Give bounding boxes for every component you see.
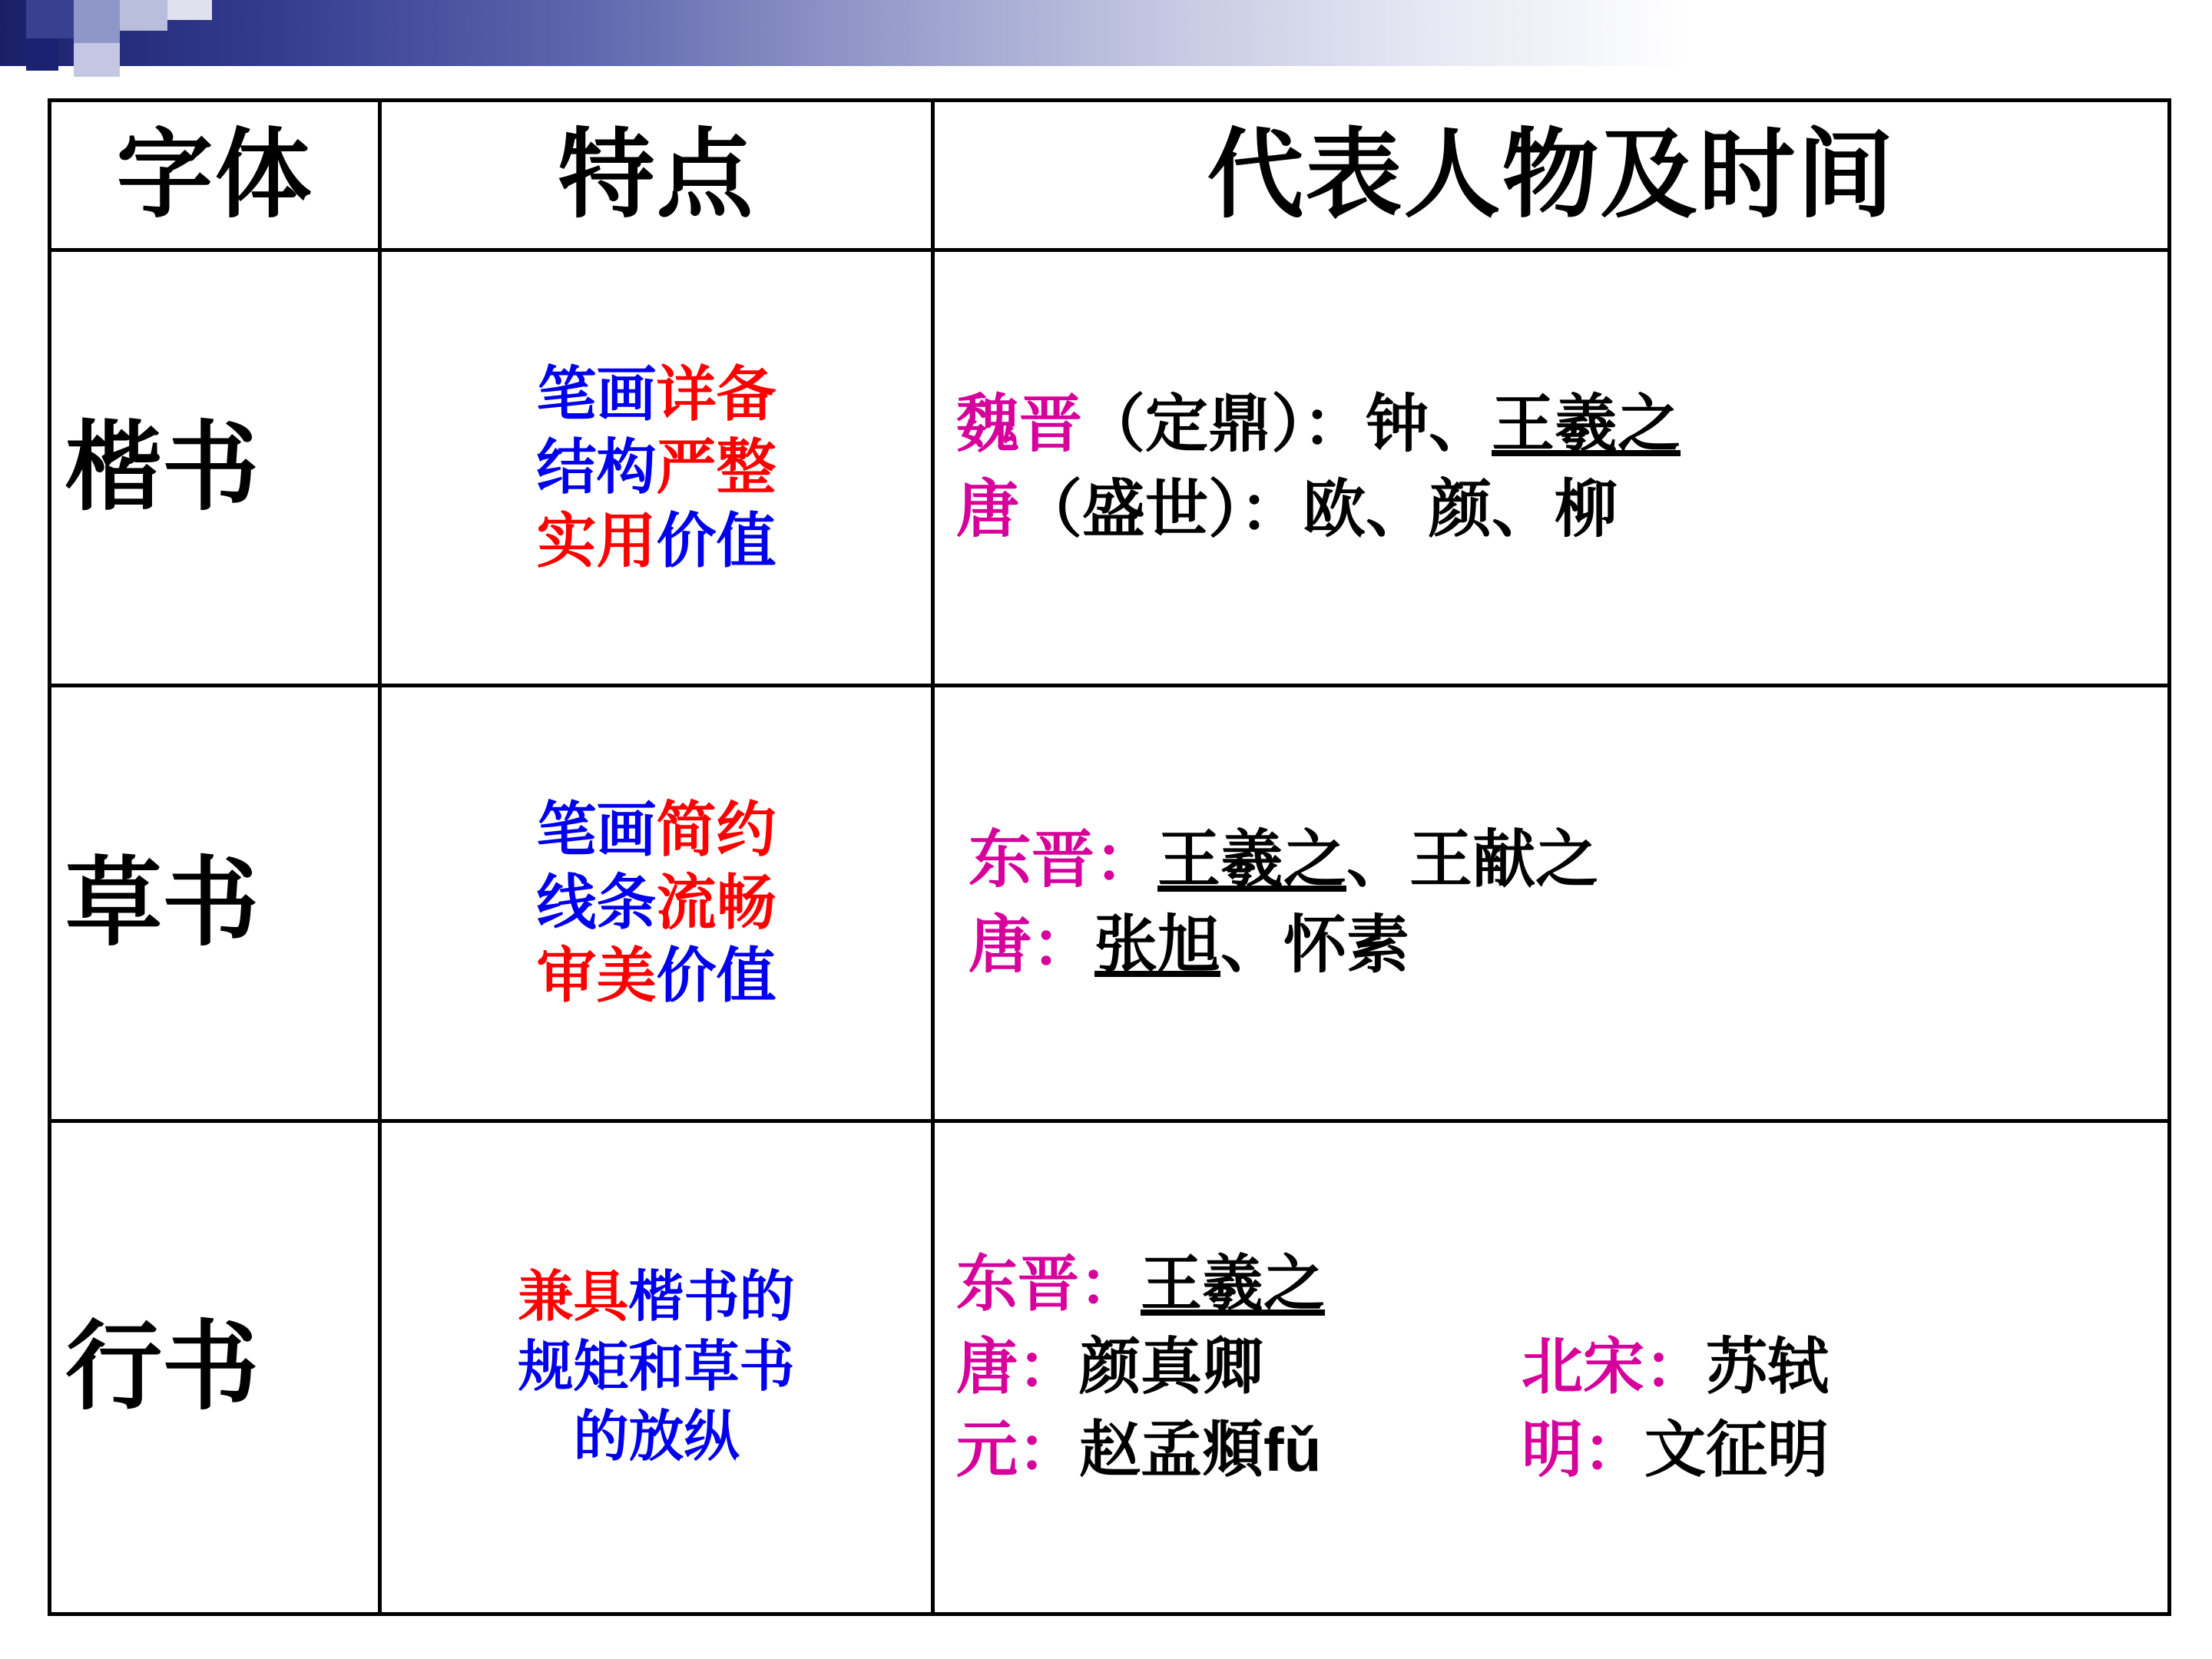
feature-text: 详备 [656, 360, 777, 429]
content-table-wrapper [48, 98, 2167, 1616]
feature-line [392, 431, 920, 504]
people-line [956, 382, 2154, 468]
era-label: 魏晋 [956, 389, 1083, 460]
script-label: 楷书 [65, 412, 259, 522]
people-text: （盛世）：欧、颜、柳 [1019, 474, 1618, 545]
era-label: 唐 [956, 474, 1020, 545]
feature-line [392, 1402, 920, 1472]
deco-square-3 [74, 0, 120, 43]
person-name-underlined: 王羲之 [1157, 825, 1347, 896]
script-name-caoshu [50, 685, 380, 1121]
people-line [969, 903, 2154, 988]
calligraphy-table [48, 98, 2171, 1616]
people-text: 、王献之 [1346, 825, 1599, 896]
era-label: 唐： [956, 1333, 1079, 1402]
feature-text: 流畅 [656, 869, 777, 937]
feature-line [392, 866, 920, 939]
features-kaishu [380, 250, 933, 686]
person-name: 赵孟頫fǔ [1079, 1416, 1322, 1485]
column-header-people: 代表人物及时间 [933, 101, 2170, 250]
feature-text: 兼具 [518, 1267, 629, 1329]
feature-text: 价值 [656, 942, 777, 1010]
people-xingshu [933, 1121, 2170, 1614]
table-row [50, 685, 2170, 1121]
feature-text: 的放纵 [573, 1406, 740, 1468]
feature-text: 严整 [656, 433, 777, 502]
header-gradient-band [0, 0, 2212, 66]
person-name-underlined: 王羲之 [1492, 389, 1681, 460]
people-entry [956, 1326, 1448, 1409]
era-label: 唐： [969, 909, 1095, 980]
era-label: 明： [1522, 1416, 1644, 1485]
feature-text: 笔画 [536, 796, 657, 864]
people-list [935, 818, 2167, 988]
people-line [956, 1409, 2154, 1492]
feature-text: 规矩和草书 [518, 1336, 795, 1399]
features-xingshu [380, 1121, 933, 1614]
table-header-row [50, 101, 2170, 250]
people-line [956, 1243, 2154, 1326]
feature-text: 结构 [536, 433, 657, 502]
people-entry [956, 1409, 1448, 1492]
feature-line [392, 1333, 920, 1402]
deco-square-7 [0, 66, 26, 81]
features-caoshu [380, 685, 933, 1121]
feature-line [392, 939, 920, 1012]
person-name-underlined: 张旭 [1094, 909, 1221, 980]
era-label: 东晋： [969, 825, 1158, 896]
deco-square-1 [26, 38, 58, 71]
script-name-kaishu [50, 250, 380, 686]
feature-text: 笔画 [536, 360, 657, 429]
era-label: 东晋： [956, 1250, 1141, 1319]
feature-text: 线条 [536, 869, 657, 937]
era-label: 元： [956, 1416, 1079, 1485]
deco-square-5 [120, 0, 167, 31]
slide-header-decoration [0, 0, 2212, 92]
deco-square-2 [26, 0, 74, 38]
era-label: 北宋： [1522, 1333, 1706, 1402]
table-row [50, 1121, 2170, 1614]
person-name: 颜真卿 [1079, 1333, 1263, 1402]
people-list [935, 382, 2167, 552]
column-header-script: 字体 [50, 101, 380, 250]
table-row [50, 250, 2170, 686]
feature-text: 审美 [536, 942, 657, 1010]
person-name-underlined: 王羲之 [1141, 1250, 1325, 1319]
people-text: 、怀素 [1220, 909, 1410, 980]
feature-line [392, 505, 920, 578]
feature-text: 价值 [656, 506, 777, 575]
feature-text: 楷书的 [628, 1267, 795, 1329]
people-line [956, 468, 2154, 553]
feature-line [392, 358, 920, 431]
feature-list [382, 358, 931, 577]
people-text: （定鼎）：钟、 [1082, 389, 1492, 460]
people-line [956, 1326, 2154, 1409]
feature-line [392, 1263, 920, 1333]
column-header-features: 特点 [380, 101, 933, 250]
people-entry [1522, 1326, 1829, 1409]
feature-list [382, 793, 931, 1012]
deco-square-6 [167, 0, 212, 20]
people-line [969, 818, 2154, 903]
script-name-xingshu [50, 1121, 380, 1614]
deco-square-4 [74, 43, 120, 77]
script-label: 草书 [65, 848, 259, 957]
feature-text: 实用 [536, 506, 657, 575]
feature-list [382, 1263, 931, 1472]
people-entry [1522, 1409, 1829, 1492]
people-kaishu [933, 250, 2170, 686]
feature-line [392, 793, 920, 866]
person-name: 文征明 [1644, 1416, 1829, 1485]
people-list [935, 1243, 2167, 1492]
feature-text: 简约 [656, 796, 777, 864]
script-label: 行书 [65, 1313, 259, 1422]
person-name: 苏轼 [1706, 1333, 1829, 1402]
people-caoshu [933, 685, 2170, 1121]
